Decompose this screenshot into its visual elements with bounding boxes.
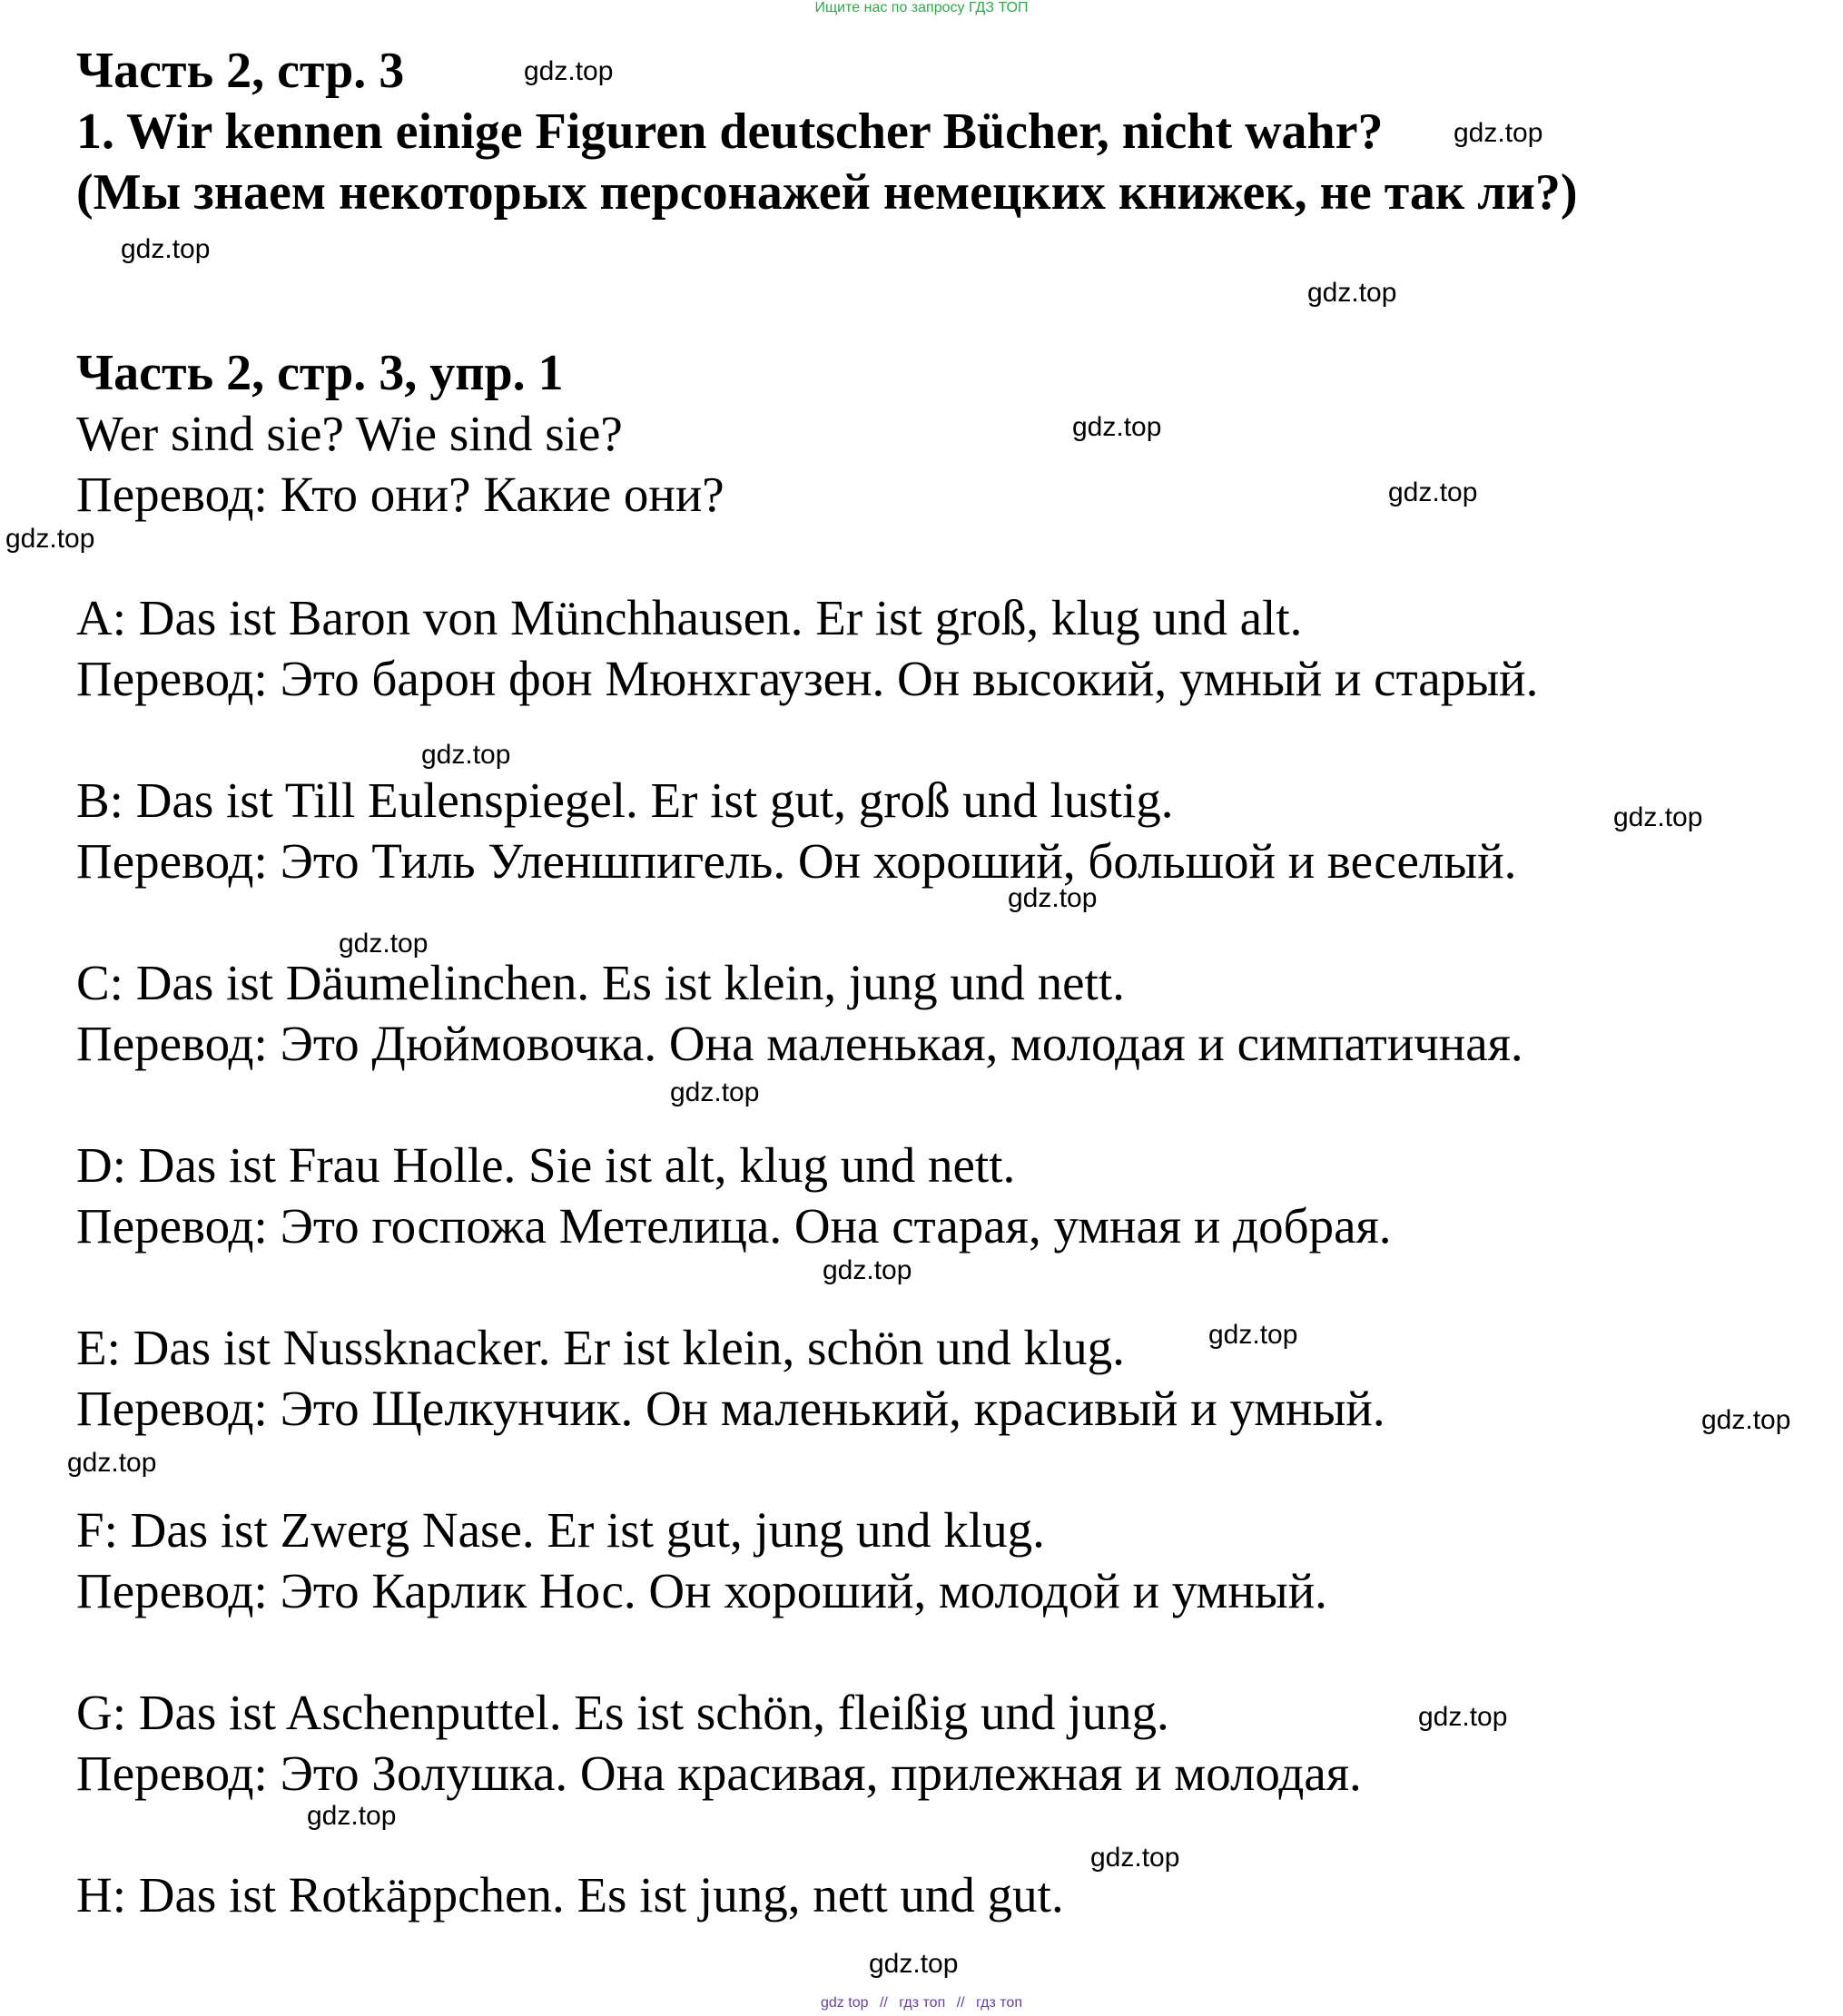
watermark: gdz.top: [1307, 278, 1397, 308]
entry-text-h: H: Das ist Rotkäppchen. Es ist jung, nett und gut.: [76, 1867, 1064, 1923]
page-title: Часть 2, стр. 3: [76, 43, 405, 99]
entry-text-d: D: Das ist Frau Holle. Sie ist alt, klug und nett.: [76, 1137, 1016, 1193]
entry-text-e: E: Das ist Nussknacker. Er ist klein, schön und klug.: [76, 1320, 1125, 1375]
entry-translation-f: Перевод: Это Карлик Нос. Он хороший, молодой и умный.: [76, 1563, 1327, 1618]
entry-translation-b: Перевод: Это Тиль Уленшпигель. Он хороший, большой и веселый.: [76, 833, 1517, 889]
top-banner: Ищите нас по запросу ГДЗ ТОП: [814, 0, 1029, 15]
watermark: gdz.top: [823, 1255, 912, 1285]
entry-translation-d: Перевод: Это госпожа Метелица. Она старая, умная и добрая.: [76, 1198, 1392, 1254]
entry-text-g: G: Das ist Aschenputtel. Es ist schön, fleißig und jung.: [76, 1685, 1169, 1740]
watermark: gdz.top: [121, 234, 211, 264]
entry-translation-c: Перевод: Это Дюймовочка. Она маленькая, молодая и симпатичная.: [76, 1016, 1523, 1071]
watermark: gdz.top: [1208, 1320, 1298, 1350]
entry-text-a: A: Das ist Baron von Münchhausen. Er ist groß, klug und alt.: [76, 590, 1303, 645]
entry-translation-g: Перевод: Это Золушка. Она красивая, прилежная и молодая.: [76, 1746, 1362, 1801]
watermark: gdz.top: [1388, 477, 1478, 507]
watermark: gdz.top: [1418, 1702, 1508, 1732]
entry-text-b: B: Das ist Till Eulenspiegel. Er ist gut, groß und lustig.: [76, 772, 1174, 828]
watermark: gdz.top: [869, 1949, 959, 1979]
entry-text-c: C: Das ist Däumelinchen. Es ist klein, jung und nett.: [76, 955, 1125, 1010]
question-translation: Перевод: Кто они? Какие они?: [76, 467, 724, 522]
footer-separator: //: [879, 1995, 888, 2011]
watermark: gdz.top: [67, 1448, 157, 1478]
task-heading: 1. Wir kennen einige Figuren deutscher Bücher, nicht wahr?: [76, 103, 1384, 160]
footer-link[interactable]: гдз топ: [899, 1995, 946, 2011]
entry-text-f: F: Das ist Zwerg Nase. Er ist gut, jung und klug.: [76, 1502, 1045, 1558]
section-title: Часть 2, стр. 3, упр. 1: [76, 345, 564, 401]
watermark: gdz.top: [1613, 802, 1703, 832]
entry-translation-a: Перевод: Это барон фон Мюнхгаузен. Он высокий, умный и старый.: [76, 651, 1539, 706]
task-translation: (Мы знаем некоторых персонажей немецких книжек, не так ли?): [76, 164, 1578, 221]
watermark: gdz.top: [1454, 118, 1543, 148]
footer: [0, 1995, 1843, 2011]
watermark: gdz.top: [421, 740, 511, 770]
entry-translation-e: Перевод: Это Щелкунчик. Он маленький, красивый и умный.: [76, 1381, 1385, 1436]
footer-separator: //: [956, 1995, 965, 2011]
watermark: gdz.top: [1090, 1843, 1180, 1873]
watermark: gdz.top: [339, 929, 429, 959]
watermark: gdz.top: [670, 1077, 760, 1107]
watermark: gdz.top: [1072, 412, 1162, 442]
watermark: gdz.top: [1701, 1405, 1791, 1435]
question: Wer sind sie? Wie sind sie?: [76, 406, 623, 461]
watermark: gdz.top: [5, 524, 95, 554]
watermark: gdz.top: [524, 56, 614, 86]
watermark: gdz.top: [1008, 883, 1098, 913]
footer-link[interactable]: гдз топ: [976, 1995, 1022, 2011]
footer-link[interactable]: gdz top: [821, 1995, 869, 2011]
watermark: gdz.top: [307, 1801, 397, 1831]
